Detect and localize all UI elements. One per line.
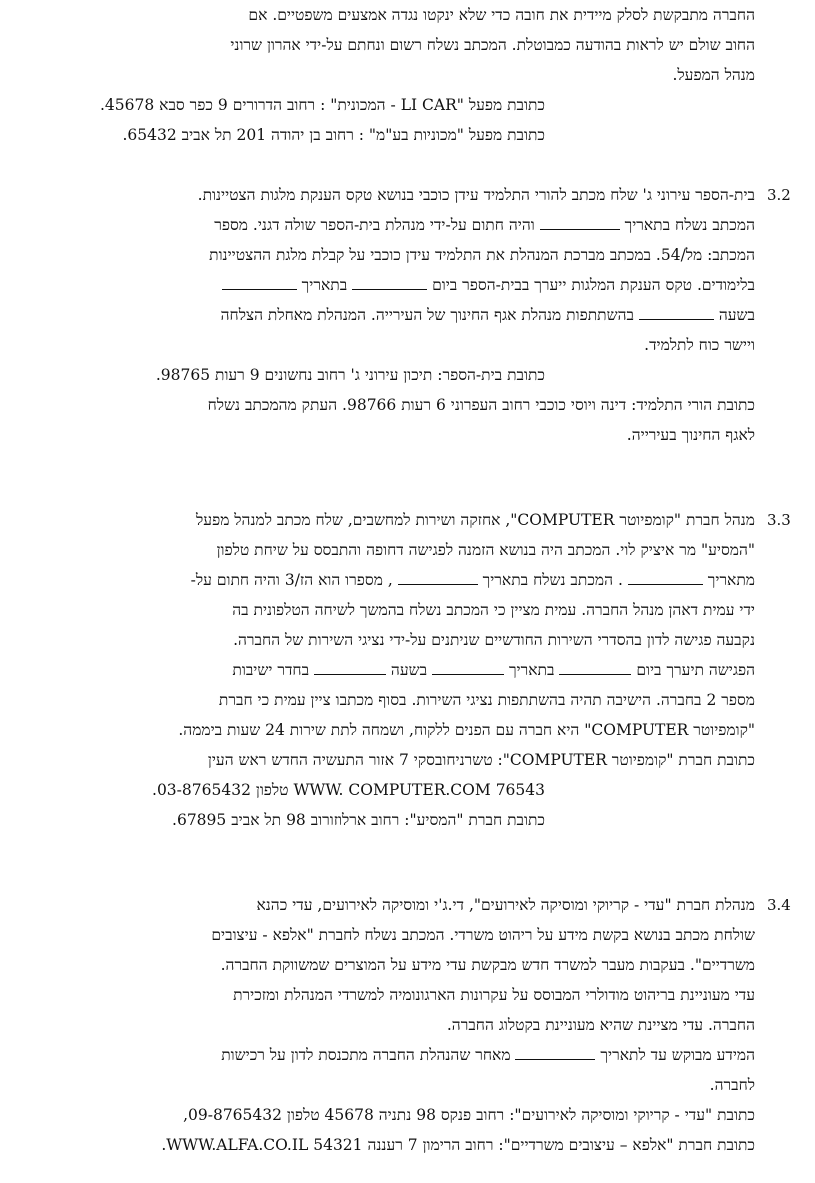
s34-line-1: מנהלת חברת "עדי - קריוקי ומוסיקה לאירועים", די.ג'י ומוסיקה לאירועים, עדי כהנא [256, 896, 755, 914]
s32-address-2: כתובת הורי התלמיד: דינה ויוסי כוכבי רחוב העפרוני 6 רעות 98766. העתק מהמכתב נשלח [207, 396, 755, 414]
section-3-2 [13, 180, 755, 450]
s33-line-8: "קומפיוטר COMPUTER" היא חברה עם הפנים ללקוח, ושמחה לתת שירות 24 שעות ביממה. [178, 721, 755, 739]
s33-line-6-d: בחדר ישיבות [232, 661, 310, 679]
intro-address-2: כתובת מפעל "מכוניות בע"מ" : רחוב בן יהודה 201 תל אביב 65432. [122, 126, 545, 144]
s33-line-4: ידי עמית דאהן מנהל החברה. עמית מציין כי המכתב נשלח בהמשך לשיחה הטלפונית בה [232, 601, 755, 619]
s32-line-4-a: בלימודים. טקס הענקת המלגות ייערך בבית-הספר ביום [432, 276, 755, 294]
intro-paragraph [13, 0, 755, 150]
s32-line-5-b: בהשתתפות מנהלת אגף החינוך של העירייה. המנהלת מאחלת הצלחה [220, 306, 634, 324]
s33-line-5: נקבעה פגישה לדון בהסדרי השירות החודשיים שניתנים על-ידי נציגי השירות של החברה. [233, 631, 755, 649]
s32-line-6: ויישר כוח לתלמיד. [644, 336, 755, 354]
intro-line-3: מנהל המפעל. [672, 66, 755, 84]
section-3-3 [13, 505, 755, 835]
s33-line-6-a: הפגישה תיערך ביום [636, 661, 755, 679]
s33-line-6-b: בתאריך [508, 661, 555, 679]
s33-line-3-c: , מספרו הוא הז/3 והיה חתום על- [190, 571, 393, 589]
s32-line-4 [13, 270, 755, 300]
fill-blank[interactable] [559, 658, 631, 675]
fill-blank[interactable] [398, 568, 478, 585]
s33-address-2: 76543 WWW. COMPUTER.COM טלפון 03-8765432. [152, 781, 545, 799]
s34-line-2: שולחת מכתב בנושא בקשת מידע על ריהוט משרדי. המכתב נשלח לחברת "אלפא - עיצובים [211, 926, 755, 944]
fill-blank[interactable] [515, 1043, 595, 1060]
s33-line-2: "המסיע" מר איציק לוי. המכתב היה בנושא הזמנה לפגישה דחופה והתבסס על שיחת טלפון [216, 541, 755, 559]
s34-line-4: עדי מעוניינת בריהוט מודולרי המבוסס על עקרונות הארגונומיה למשרדי המנהלת ומזכירת [233, 986, 755, 1004]
s34-line-5: החברה. עדי מציינת שהיא מעוניינת בקטלוג החברה. [446, 1016, 755, 1034]
fill-blank[interactable] [540, 213, 620, 230]
section-number-3-2: 3.2 [767, 186, 791, 204]
s32-line-5 [13, 300, 755, 330]
s34-line-6 [13, 1040, 755, 1070]
s33-address-3: כתובת חברת "המסיע": רחוב ארלוזורוב 98 תל אביב 67895. [172, 811, 545, 829]
section-3-4 [13, 890, 755, 1160]
s34-line-6-a: המידע מבוקש עד לתאריך [600, 1046, 755, 1064]
s32-line-3: המכתב: מל/54. במכתב מברכת המנהלת את התלמיד עידן כוכבי על קבלת מלגת ההצטיינות [209, 246, 755, 264]
s32-line-5-a: בשעה [718, 306, 755, 324]
fill-blank[interactable] [628, 568, 703, 585]
s34-line-3: משרדיים". בעקבות מעבר למשרד חדש מבקשת עדי מידע על המוצרים שמשווקת החברה. [220, 956, 755, 974]
fill-blank[interactable] [639, 303, 714, 320]
fill-blank[interactable] [352, 273, 427, 290]
intro-line-1: החברה מתבקשת לסלק מיידית את חובה כדי שלא ינקטו נגדה אמצעים משפטיים. אם [248, 6, 755, 24]
s32-address-1: כתובת בית-הספר: תיכון עירוני ג' רחוב נחשונים 9 רעות 98765. [155, 366, 545, 384]
fill-blank[interactable] [314, 658, 386, 675]
s34-line-7: לחברה. [709, 1076, 755, 1094]
s33-line-1: מנהל חברת "קומפיוטר COMPUTER", אחזקה ושירות למחשבים, שלח מכתב למנהל מפעל [196, 511, 755, 529]
s32-line-2-a: המכתב נשלח בתאריך [624, 216, 755, 234]
s33-line-3-b: . המכתב נשלח בתאריך [482, 571, 623, 589]
s32-line-2 [13, 210, 755, 240]
s33-address-1: כתובת חברת "קומפיוטר COMPUTER": טשרניחובסקי 7 אזור התעשיה החדש ראש העין [207, 751, 755, 769]
s32-address-3: לאגף החינוך בעירייה. [626, 426, 755, 444]
s32-line-2-b: והיה חתום על-ידי מנהלת בית-הספר שולה דגני. מספר [214, 216, 535, 234]
s32-line-1: בית-הספר עירוני ג' שלח מכתב להורי התלמיד עידן כוכבי בנושא טקס הענקת מלגות הצטיינות. [197, 186, 755, 204]
s33-line-6-c: בשעה [390, 661, 428, 679]
fill-blank[interactable] [432, 658, 504, 675]
fill-blank[interactable] [222, 273, 297, 290]
s34-address-1: כתובת "עדי - קריוקי ומוסיקה לאירועים": רחוב פנקס 98 נתניה 45678 טלפון 09-8765432, [183, 1106, 755, 1124]
s34-address-2: כתובת חברת "אלפא – עיצובים משרדיים": רחוב הרימון 7 רעננה 54321 WWW.ALFA.CO.IL. [161, 1136, 755, 1154]
s33-line-3 [13, 565, 755, 595]
s33-line-3-a: מתאריך [707, 571, 755, 589]
section-number-3-3: 3.3 [767, 511, 791, 529]
section-number-3-4: 3.4 [767, 896, 791, 914]
intro-address-1: כתובת מפעל "LI CAR - המכונית" : רחוב הדרורים 9 כפר סבא 45678. [99, 96, 545, 114]
s33-line-6 [13, 655, 755, 685]
s33-line-7: מספר 2 בחברה. הישיבה תהיה בהשתתפות נציגי השירות. בסוף מכתבו ציין עמית כי חברת [218, 691, 755, 709]
intro-line-2: החוב שולם יש לראות בהודעה כמבוטלת. המכתב נשלח רשום ונחתם על-ידי אהרון שרוני [230, 36, 755, 54]
s32-line-4-b: בתאריך [301, 276, 348, 294]
s34-line-6-b: מאחר שהנהלת החברה מתכנסת לדון על רכישות [221, 1046, 511, 1064]
